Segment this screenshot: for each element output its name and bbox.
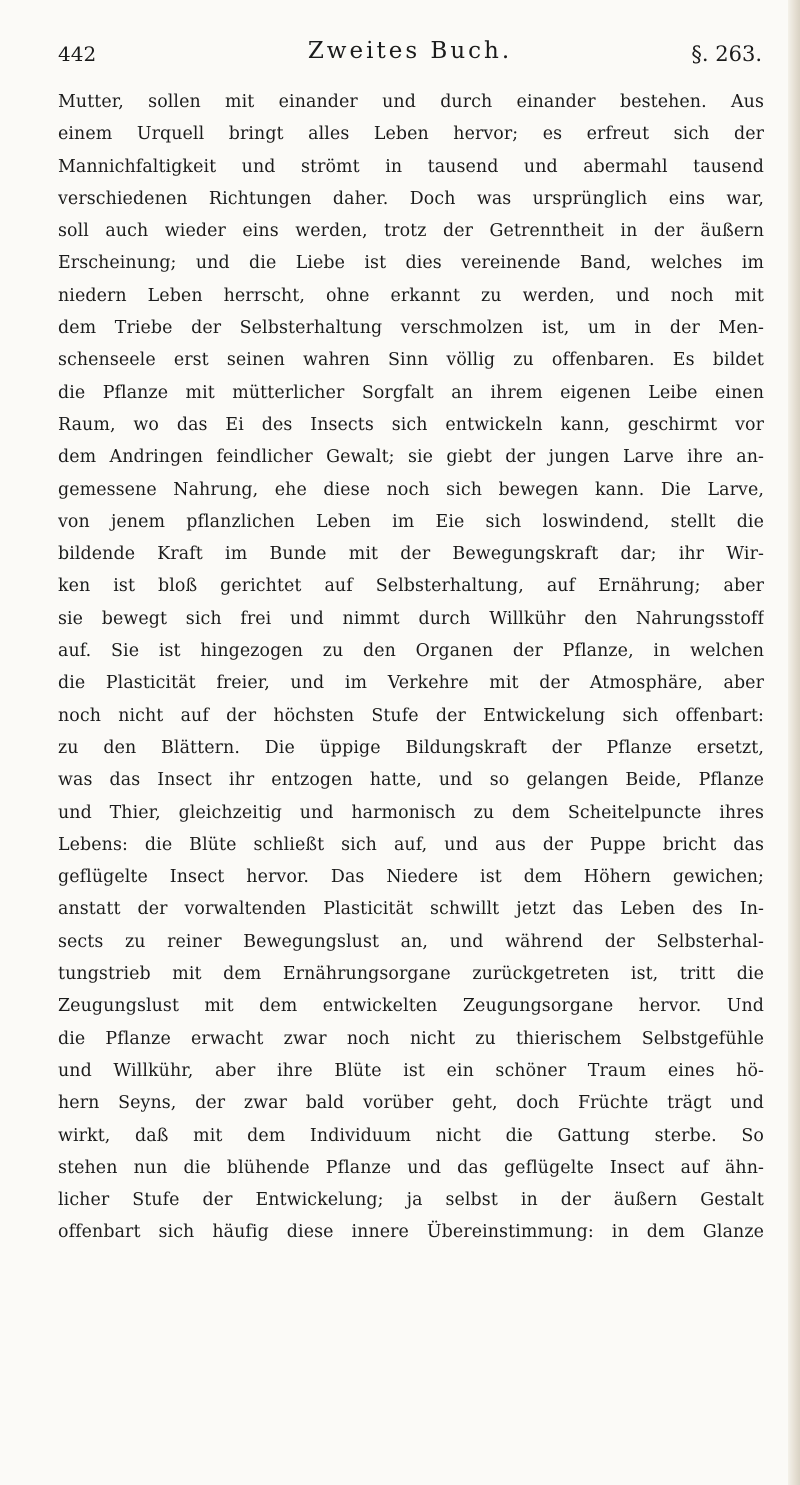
text-line: die Pflanze mit mütterlicher Sorgfalt an ihrem eigenen Leibe einen [58, 382, 764, 403]
text-line: Mannichfaltigkeit und strömt in tausend und abermahl tausend [58, 156, 764, 177]
text-line: soll auch wieder eins werden, trotz der Getrenntheit in der äußern [58, 221, 764, 242]
text-line: tungstrieb mit dem Ernährungsorgane zurückgetreten ist, tritt die [58, 964, 764, 985]
section-reference: §. 263. [691, 42, 762, 66]
text-line: sie bewegt sich frei und nimmt durch Willkühr den Nahrungsstoff [58, 608, 764, 629]
text-line: Erscheinung; und die Liebe ist dies vereinende Band, welches im [58, 253, 764, 274]
text-line: geflügelte Insect hervor. Das Niedere ist dem Höhern gewichen; [58, 867, 764, 888]
text-line: schenseele erst seinen wahren Sinn völlig zu offenbaren. Es bildet [58, 350, 764, 371]
text-line: Mutter, sollen mit einander und durch einander bestehen. Aus [58, 92, 764, 112]
text-line: auf. Sie ist hingezogen zu den Organen der Pflanze, in welchen [58, 641, 764, 662]
page-number: 442 [58, 42, 97, 66]
text-line: dem Andringen feindlicher Gewalt; sie giebt der jungen Larve ihre an- [58, 447, 764, 468]
text-line: die Pflanze erwacht zwar noch nicht zu thierischem Selbstgefühle [58, 1028, 764, 1049]
text-line: niedern Leben herrscht, ohne erkannt zu werden, und noch mit [58, 285, 764, 306]
text-line: licher Stufe der Entwickelung; ja selbst in der äußern Gestalt [58, 1190, 764, 1211]
text-line: dem Triebe der Selbsterhaltung verschmolzen ist, um in der Men- [58, 318, 764, 339]
text-line: hern Seyns, der zwar bald vorüber geht, doch Früchte trägt und [58, 1093, 764, 1114]
text-line: zu den Blättern. Die üppige Bildungskraft der Pflanze ersetzt, [58, 737, 764, 758]
text-line: stehen nun die blühende Pflanze und das geflügelte Insect auf ähn- [58, 1157, 764, 1178]
text-line: gemessene Nahrung, ehe diese noch sich bewegen kann. Die Larve, [58, 479, 764, 500]
text-line: und Willkühr, aber ihre Blüte ist ein schöner Traum eines hö- [58, 1060, 764, 1081]
text-line: und Thier, gleichzeitig und harmonisch zu dem Scheitelpuncte ihres [58, 802, 764, 823]
text-line: anstatt der vorwaltenden Plasticität schwillt jetzt das Leben des In- [58, 899, 764, 920]
text-line: offenbart sich häufig diese innere Übereinstimmung: in dem Glanze [58, 1222, 764, 1243]
text-line: von jenem pflanzlichen Leben im Eie sich loswindend, stellt die [58, 511, 764, 532]
text-line: einem Urquell bringt alles Leben hervor; es erfreut sich der [58, 124, 764, 145]
text-line: Raum, wo das Ei des Insects sich entwickeln kann, geschirmt vor [58, 414, 764, 435]
text-line: Lebens: die Blüte schließt sich auf, und aus der Puppe bricht das [58, 834, 764, 855]
text-line: verschiedenen Richtungen daher. Doch was ursprünglich eins war, [58, 188, 764, 209]
text-line: noch nicht auf der höchsten Stufe der Entwickelung sich offenbart: [58, 705, 764, 726]
page-header [58, 38, 762, 76]
text-line: ken ist bloß gerichtet auf Selbsterhaltung, auf Ernährung; aber [58, 576, 764, 597]
text-line: was das Insect ihr entzogen hatte, und so gelangen Beide, Pflanze [58, 770, 764, 791]
text-line: Zeugungslust mit dem entwickelten Zeugungsorgane hervor. Und [58, 996, 764, 1017]
running-title: Zweites Buch. [307, 38, 513, 64]
body-text [58, 86, 764, 1249]
text-line: sects zu reiner Bewegungslust an, und während der Selbsterhal- [58, 931, 764, 952]
scan-edge [788, 0, 800, 1485]
text-line: die Plasticität freier, und im Verkehre mit der Atmosphäre, aber [58, 673, 764, 694]
text-line: bildende Kraft im Bunde mit der Bewegungskraft dar; ihr Wir- [58, 544, 764, 565]
text-line: wirkt, daß mit dem Individuum nicht die Gattung sterbe. So [58, 1125, 764, 1146]
